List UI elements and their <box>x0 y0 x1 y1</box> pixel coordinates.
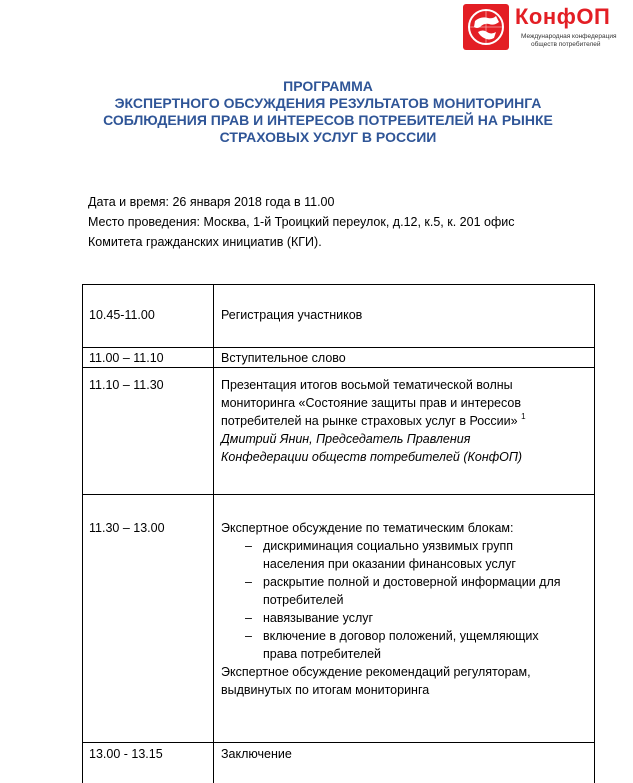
schedule-time: 13.00 - 13.15 <box>89 743 213 763</box>
discussion-intro: Экспертное обсуждение по тематическим блокам: <box>221 519 588 537</box>
event-details <box>88 192 514 252</box>
logo-tagline <box>521 33 617 49</box>
schedule-row <box>83 495 595 743</box>
topic-line: – включение в договор положений, ущемляющих <box>263 627 588 645</box>
title-line: ПРОГРАММА <box>80 78 576 95</box>
schedule-time-cell <box>83 348 214 368</box>
topic-line: – раскрытие полной и достоверной информации для <box>263 573 588 591</box>
schedule-table <box>82 284 595 783</box>
schedule-time: 11.30 – 13.00 <box>89 495 213 537</box>
event-place: Место проведения: Москва, 1-й Троицкий переулок, д.12, к.5, к. 201 офис <box>88 212 514 232</box>
presentation-line <box>221 412 588 430</box>
title-line: СОБЛЮДЕНИЯ ПРАВ И ИНТЕРЕСОВ ПОТРЕБИТЕЛЕЙ НА РЫНКЕ <box>80 112 576 129</box>
schedule-row <box>83 285 595 348</box>
schedule-description <box>221 495 588 699</box>
event-place-continued: Комитета гражданских инициатив (КГИ). <box>88 232 514 252</box>
presentation-line-text: потребителей на рынке страховых услуг в России» <box>221 414 518 428</box>
schedule-time: 11.10 – 11.30 <box>89 368 213 394</box>
topic-item <box>245 609 588 627</box>
schedule-time: 11.00 – 11.10 <box>89 348 213 367</box>
schedule-row <box>83 368 595 495</box>
topic-line: – навязывание услуг <box>263 609 588 627</box>
presentation-line: Презентация итогов восьмой тематической волны <box>221 376 588 394</box>
topic-line: населения при оказании финансовых услуг <box>263 555 588 573</box>
konfop-logo <box>463 4 625 54</box>
schedule-time-cell <box>83 285 214 348</box>
logo-wordmark: КонфОП <box>515 4 610 30</box>
schedule-description-cell <box>214 368 595 495</box>
footnote-mark: 1 <box>521 412 525 421</box>
topic-line: потребителей <box>263 591 588 609</box>
title-line: ЭКСПЕРТНОГО ОБСУЖДЕНИЯ РЕЗУЛЬТАТОВ МОНИТОРИНГА <box>80 95 576 112</box>
document-title <box>80 78 576 146</box>
schedule-row <box>83 348 595 368</box>
presentation-line: мониторинга «Состояние защиты прав и интересов <box>221 394 588 412</box>
logo-tagline-line1: Международная конфедерация <box>521 33 617 41</box>
schedule-time-cell <box>83 495 214 743</box>
schedule-description <box>221 368 588 466</box>
schedule-description-cell <box>214 495 595 743</box>
schedule-description-cell <box>214 743 595 783</box>
logo-tagline-line2: обществ потребителей <box>521 41 617 49</box>
topic-item <box>245 627 588 663</box>
schedule-time: 10.45-11.00 <box>89 285 213 324</box>
title-line: СТРАХОВЫХ УСЛУГ В РОССИИ <box>80 129 576 146</box>
discussion-outro: выдвинутых по итогам мониторинга <box>221 681 588 699</box>
schedule-description: Вступительное слово <box>221 348 588 367</box>
topic-line: – дискриминация социально уязвимых групп <box>263 537 588 555</box>
schedule-description: Регистрация участников <box>221 285 588 324</box>
speaker-line: Дмитрий Янин, Председатель Правления <box>221 430 588 448</box>
topic-line: права потребителей <box>263 645 588 663</box>
schedule-time-cell <box>83 743 214 783</box>
speaker-line: Конфедерации обществ потребителей (КонфОП) <box>221 448 588 466</box>
schedule-description-cell <box>214 285 595 348</box>
schedule-row <box>83 743 595 783</box>
globe-logo-icon <box>463 4 509 50</box>
schedule-description: Заключение <box>221 743 588 763</box>
topic-list <box>221 537 588 663</box>
topic-item <box>245 537 588 573</box>
schedule-description-cell <box>214 348 595 368</box>
schedule-time-cell <box>83 368 214 495</box>
discussion-outro: Экспертное обсуждение рекомендаций регуляторам, <box>221 663 588 681</box>
topic-item <box>245 573 588 609</box>
event-datetime: Дата и время: 26 января 2018 года в 11.00 <box>88 192 514 212</box>
